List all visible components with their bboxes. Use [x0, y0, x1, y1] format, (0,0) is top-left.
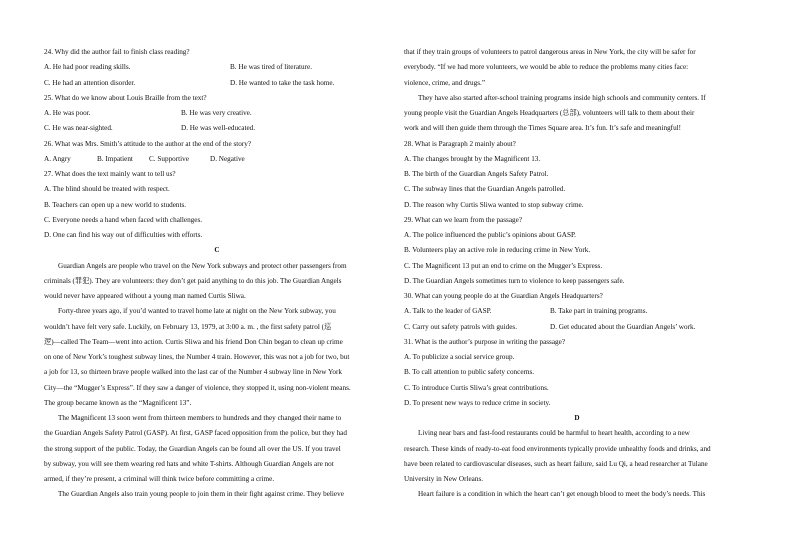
- passage-c-line: The Magnificent 13 soon went from thirteen members to hundreds and they changed their name to: [58, 414, 342, 422]
- q31-stem: 31. What is the author’s purpose in writing the passage?: [404, 337, 566, 346]
- q29-option-b: B. Volunteers play an active role in reducing crime in New York.: [404, 246, 591, 255]
- passage-c-line: City—the “Mugger’s Express”. If they saw a danger of violence, they stopped it, using non-violent means.: [44, 383, 351, 392]
- passage-d-line: Heart failure is a condition in which the heart can’t get enough blood to meet the body’s needs. This: [418, 490, 706, 499]
- passage-c-continued-line: work and will then guide them through the Times Square area. It’s fun. It’s safe and meaningful!: [404, 124, 682, 133]
- left-column: [44, 45, 390, 503]
- q27-option-c: C. Everyone needs a hand when faced with challenges.: [44, 215, 203, 224]
- passage-d-line: research. These kinds of ready-to-eat food environments typically provide unhealthy foods and drinks, and: [404, 444, 711, 453]
- q27-option-b: B. Teachers can open up a new world to students.: [44, 200, 187, 209]
- q25-options-row-2: [44, 121, 390, 136]
- q24-option-d: D. He wanted to take the task home.: [230, 78, 335, 87]
- q28-option-b: B. The birth of the Guardian Angels Safety Patrol.: [404, 170, 549, 178]
- q30-option-d: D. Get educated about the Guardian Angels’ work.: [550, 322, 696, 331]
- q31-option-b: B. To call attention to public safety concerns.: [404, 368, 535, 377]
- passage-c-line: wouldn’t have felt very safe. Luckily, on February 13, 1979, at 3:00 a. m. , the first safety patrol (巡: [44, 322, 332, 331]
- q27-option-d: D. One can find his way out of difficulties with efforts.: [44, 231, 203, 239]
- q30-option-c: C. Carry out safety patrols with guides.: [404, 322, 517, 331]
- section-d-heading: D: [574, 414, 580, 422]
- q30-option-a: A. Talk to the leader of GASP.: [404, 307, 492, 316]
- q27-option-a: A. The blind should be treated with respect.: [44, 185, 170, 194]
- section-c-heading: C: [214, 246, 220, 255]
- q28-option-d: D. The reason why Curtis Sliwa wanted to stop subway crime.: [404, 200, 584, 209]
- q28-stem: 28. What is Paragraph 2 mainly about?: [404, 139, 516, 148]
- passage-c-line: the strong support of the public. Today, the Guardian Angels can be found all over the US. If you travel: [44, 444, 341, 453]
- q30-option-b: B. Take part in training programs.: [550, 307, 648, 316]
- q24-option-c: C. He had an attention disorder.: [44, 78, 136, 87]
- passage-d-line: Living near bars and fast-food restaurants could be harmful to heart health, according to a new: [418, 429, 690, 438]
- q28-option-a: A. The changes brought by the Magnificent 13.: [404, 154, 541, 163]
- passage-d-line: have been related to cardiovascular diseases, such as heart failure, said Lu Qi, a head researcher at Tulane: [404, 459, 708, 468]
- passage-c-line: would never have appeared without a young man named Curtis Sliwa.: [44, 292, 246, 300]
- q29-option-d: D. The Guardian Angels sometimes turn to violence to keep passengers safe.: [404, 276, 625, 285]
- passage-c-line: on one of New York’s toughest subway lines, the Number 4 train. However, this was not a job for two, but: [44, 353, 350, 361]
- q24-option-a: A. He had poor reading skills.: [44, 63, 131, 72]
- q30-options-row-1: [404, 304, 750, 319]
- q26-stem: 26. What was Mrs. Smith’s attitude to the author at the end of the story?: [44, 139, 252, 148]
- q24-stem: 24. Why did the author fail to finish class reading?: [44, 48, 190, 56]
- passage-c-line: The group became known as the “Magnificent 13”.: [44, 398, 192, 407]
- q31-option-a: A. To publicize a social service group.: [404, 353, 515, 361]
- q30-options-row-2: [404, 320, 750, 335]
- passage-c-line: 逻)—called The Team—went into action. Curtis Sliwa and his friend Don Chin began to clean up crime: [44, 337, 343, 346]
- passage-c-line: criminals (罪犯). They are volunteers: they don’t get paid anything to do this job. The Guardian Angels: [44, 276, 342, 285]
- passage-c-line: Guardian Angels are people who travel on the New York subways and protect other passengers from: [58, 261, 347, 270]
- right-column: [404, 45, 750, 503]
- q26-option-b: B. Impatient: [97, 154, 133, 163]
- q27-stem: 27. What does the text mainly want to tell us?: [44, 170, 176, 178]
- passage-c-continued-line: everybody. “If we had more volunteers, we would be able to reduce the problems many cities face:: [404, 63, 689, 72]
- q25-stem: 25. What do we know about Louis Braille from the text?: [44, 93, 207, 102]
- passage-c-line: a job for 13, so thirteen brave people walked into the last car of the Number 4 subway line in New York: [44, 368, 343, 377]
- q26-option-c: C. Supportive: [149, 154, 189, 163]
- q31-option-d: D. To present new ways to reduce crime in society.: [404, 398, 551, 407]
- passage-c-continued-line: They have also started after-school training programs inside high schools and community centers. If: [418, 93, 706, 102]
- q26-options-row: [44, 152, 390, 167]
- passage-c-line: by subway, you will see them wearing red hats and white T-shirts. Although Guardian Angels are not: [44, 459, 334, 468]
- passage-c-continued-line: violence, crime, and drugs.”: [404, 78, 486, 87]
- q24-option-b: B. He was tired of literature.: [230, 63, 313, 72]
- passage-c-line: Forty-three years ago, if you’d wanted to travel home late at night on the New York subway, you: [58, 307, 336, 316]
- passage-c-continued-line: that if they train groups of volunteers to patrol dangerous areas in New York, the city will be safer for: [404, 48, 696, 56]
- q25-option-c: C. He was near-sighted.: [44, 124, 113, 133]
- passage-c-continued-line: young people visit the Guardian Angels Headquarters (总部), volunteers will talk to them about their: [404, 109, 695, 117]
- q29-option-a: A. The police influenced the public’s opinions about GASP.: [404, 231, 576, 239]
- q25-options-row-1: [44, 106, 390, 121]
- q25-option-b: B. He was very creative.: [181, 109, 252, 117]
- passage-c-line: armed, if they’re present, a criminal will think twice before committing a crime.: [44, 475, 275, 483]
- q24-options-row-1: [44, 60, 390, 75]
- passage-d-line: University in New Orleans.: [404, 475, 484, 483]
- q26-option-d: D. Negative: [210, 154, 245, 163]
- q26-option-a: A. Angry: [44, 154, 71, 163]
- q24-options-row-2: [44, 76, 390, 91]
- q29-option-c: C. The Magnificent 13 put an end to crime on the Mugger’s Express.: [404, 261, 603, 270]
- passage-c-line: the Guardian Angels Safety Patrol (GASP). At first, GASP faced opposition from the police, but they had: [44, 429, 347, 438]
- q29-stem: 29. What can we learn from the passage?: [404, 215, 523, 224]
- q31-option-c: C. To introduce Curtis Sliwa’s great contributions.: [404, 383, 549, 392]
- q25-option-a: A. He was poor.: [44, 109, 91, 117]
- q25-option-d: D. He was well-educated.: [181, 124, 256, 133]
- passage-c-line: The Guardian Angels also train young people to join them in their fight against crime. They believe: [58, 490, 344, 499]
- q28-option-c: C. The subway lines that the Guardian Angels patrolled.: [404, 185, 566, 194]
- q30-stem: 30. What can young people do at the Guardian Angels Headquarters?: [404, 292, 603, 300]
